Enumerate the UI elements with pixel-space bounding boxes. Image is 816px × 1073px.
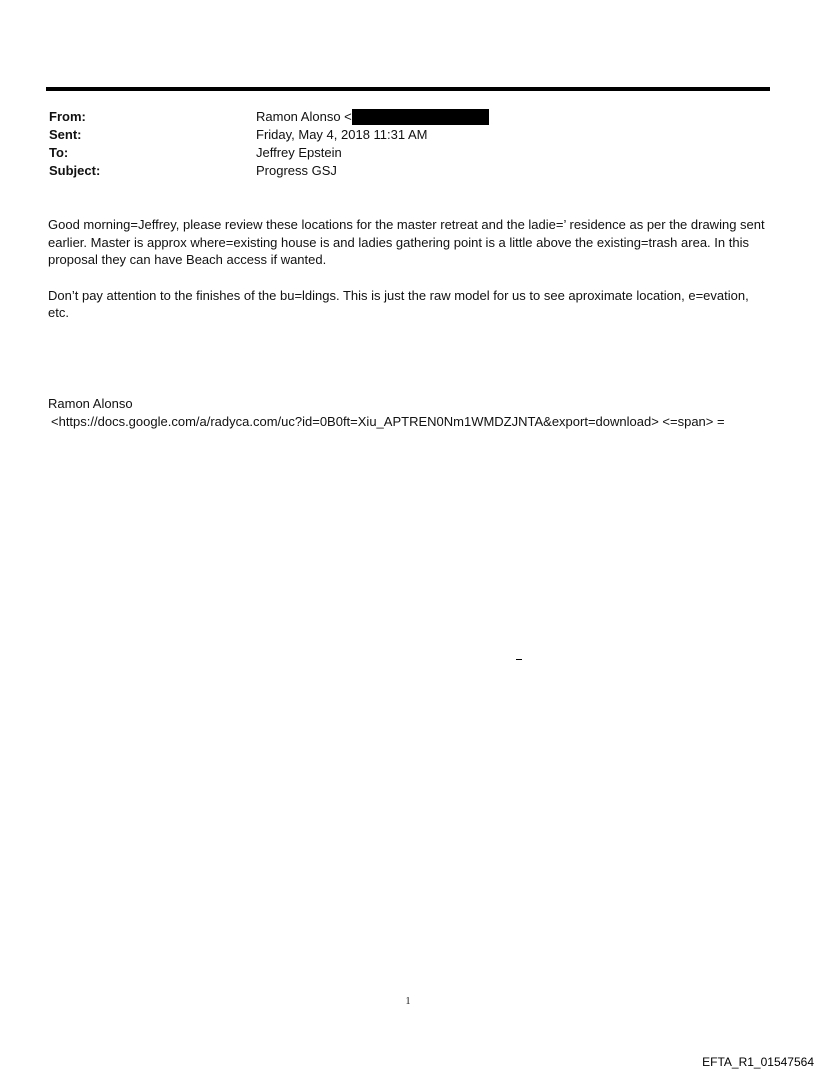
header-divider-rule: [46, 87, 770, 91]
page-number: 1: [405, 996, 411, 1007]
body-paragraph-1: Good morning=Jeffrey, please review these locations for the master retreat and the ladie=’ residence as per the drawing sent earlier. Master is approx where=existing house is and ladies gathering point is a little above the existing=trash area. In this proposal they can have Beach access if wanted.: [48, 217, 765, 267]
document-id: EFTA_R1_01547564: [702, 1055, 814, 1069]
email-signature: [48, 395, 778, 430]
body-paragraph-2: Don’t pay attention to the finishes of the bu=ldings. This is just the raw model for us to see aproximate location, e=evation, etc.: [48, 287, 749, 320]
subject-row: [49, 162, 769, 180]
to-label: To:: [49, 145, 69, 160]
from-row: [49, 108, 769, 126]
signature-download-link[interactable]: <https://docs.google.com/a/radyca.com/uc?id=0B0ft=Xiu_APTREN0Nm1WMDZJNTA&export=download> <=span> =: [51, 413, 725, 429]
subject-value: Progress GSJ: [256, 163, 337, 178]
sent-value: Friday, May 4, 2018 11:31 AM: [256, 127, 428, 142]
from-value: [256, 108, 489, 126]
to-value: Jeffrey Epstein: [256, 145, 342, 160]
redaction-bar: [352, 109, 489, 125]
to-row: [49, 144, 769, 162]
from-label: From:: [49, 109, 86, 124]
signature-name: Ramon Alonso: [48, 396, 133, 411]
stray-mark: [516, 659, 522, 660]
from-sender-text: Ramon Alonso <: [256, 109, 352, 124]
subject-label: Subject:: [49, 163, 101, 178]
sent-label: Sent:: [49, 127, 82, 142]
email-header: [49, 108, 769, 180]
email-body: [48, 216, 772, 340]
sent-row: [49, 126, 769, 144]
